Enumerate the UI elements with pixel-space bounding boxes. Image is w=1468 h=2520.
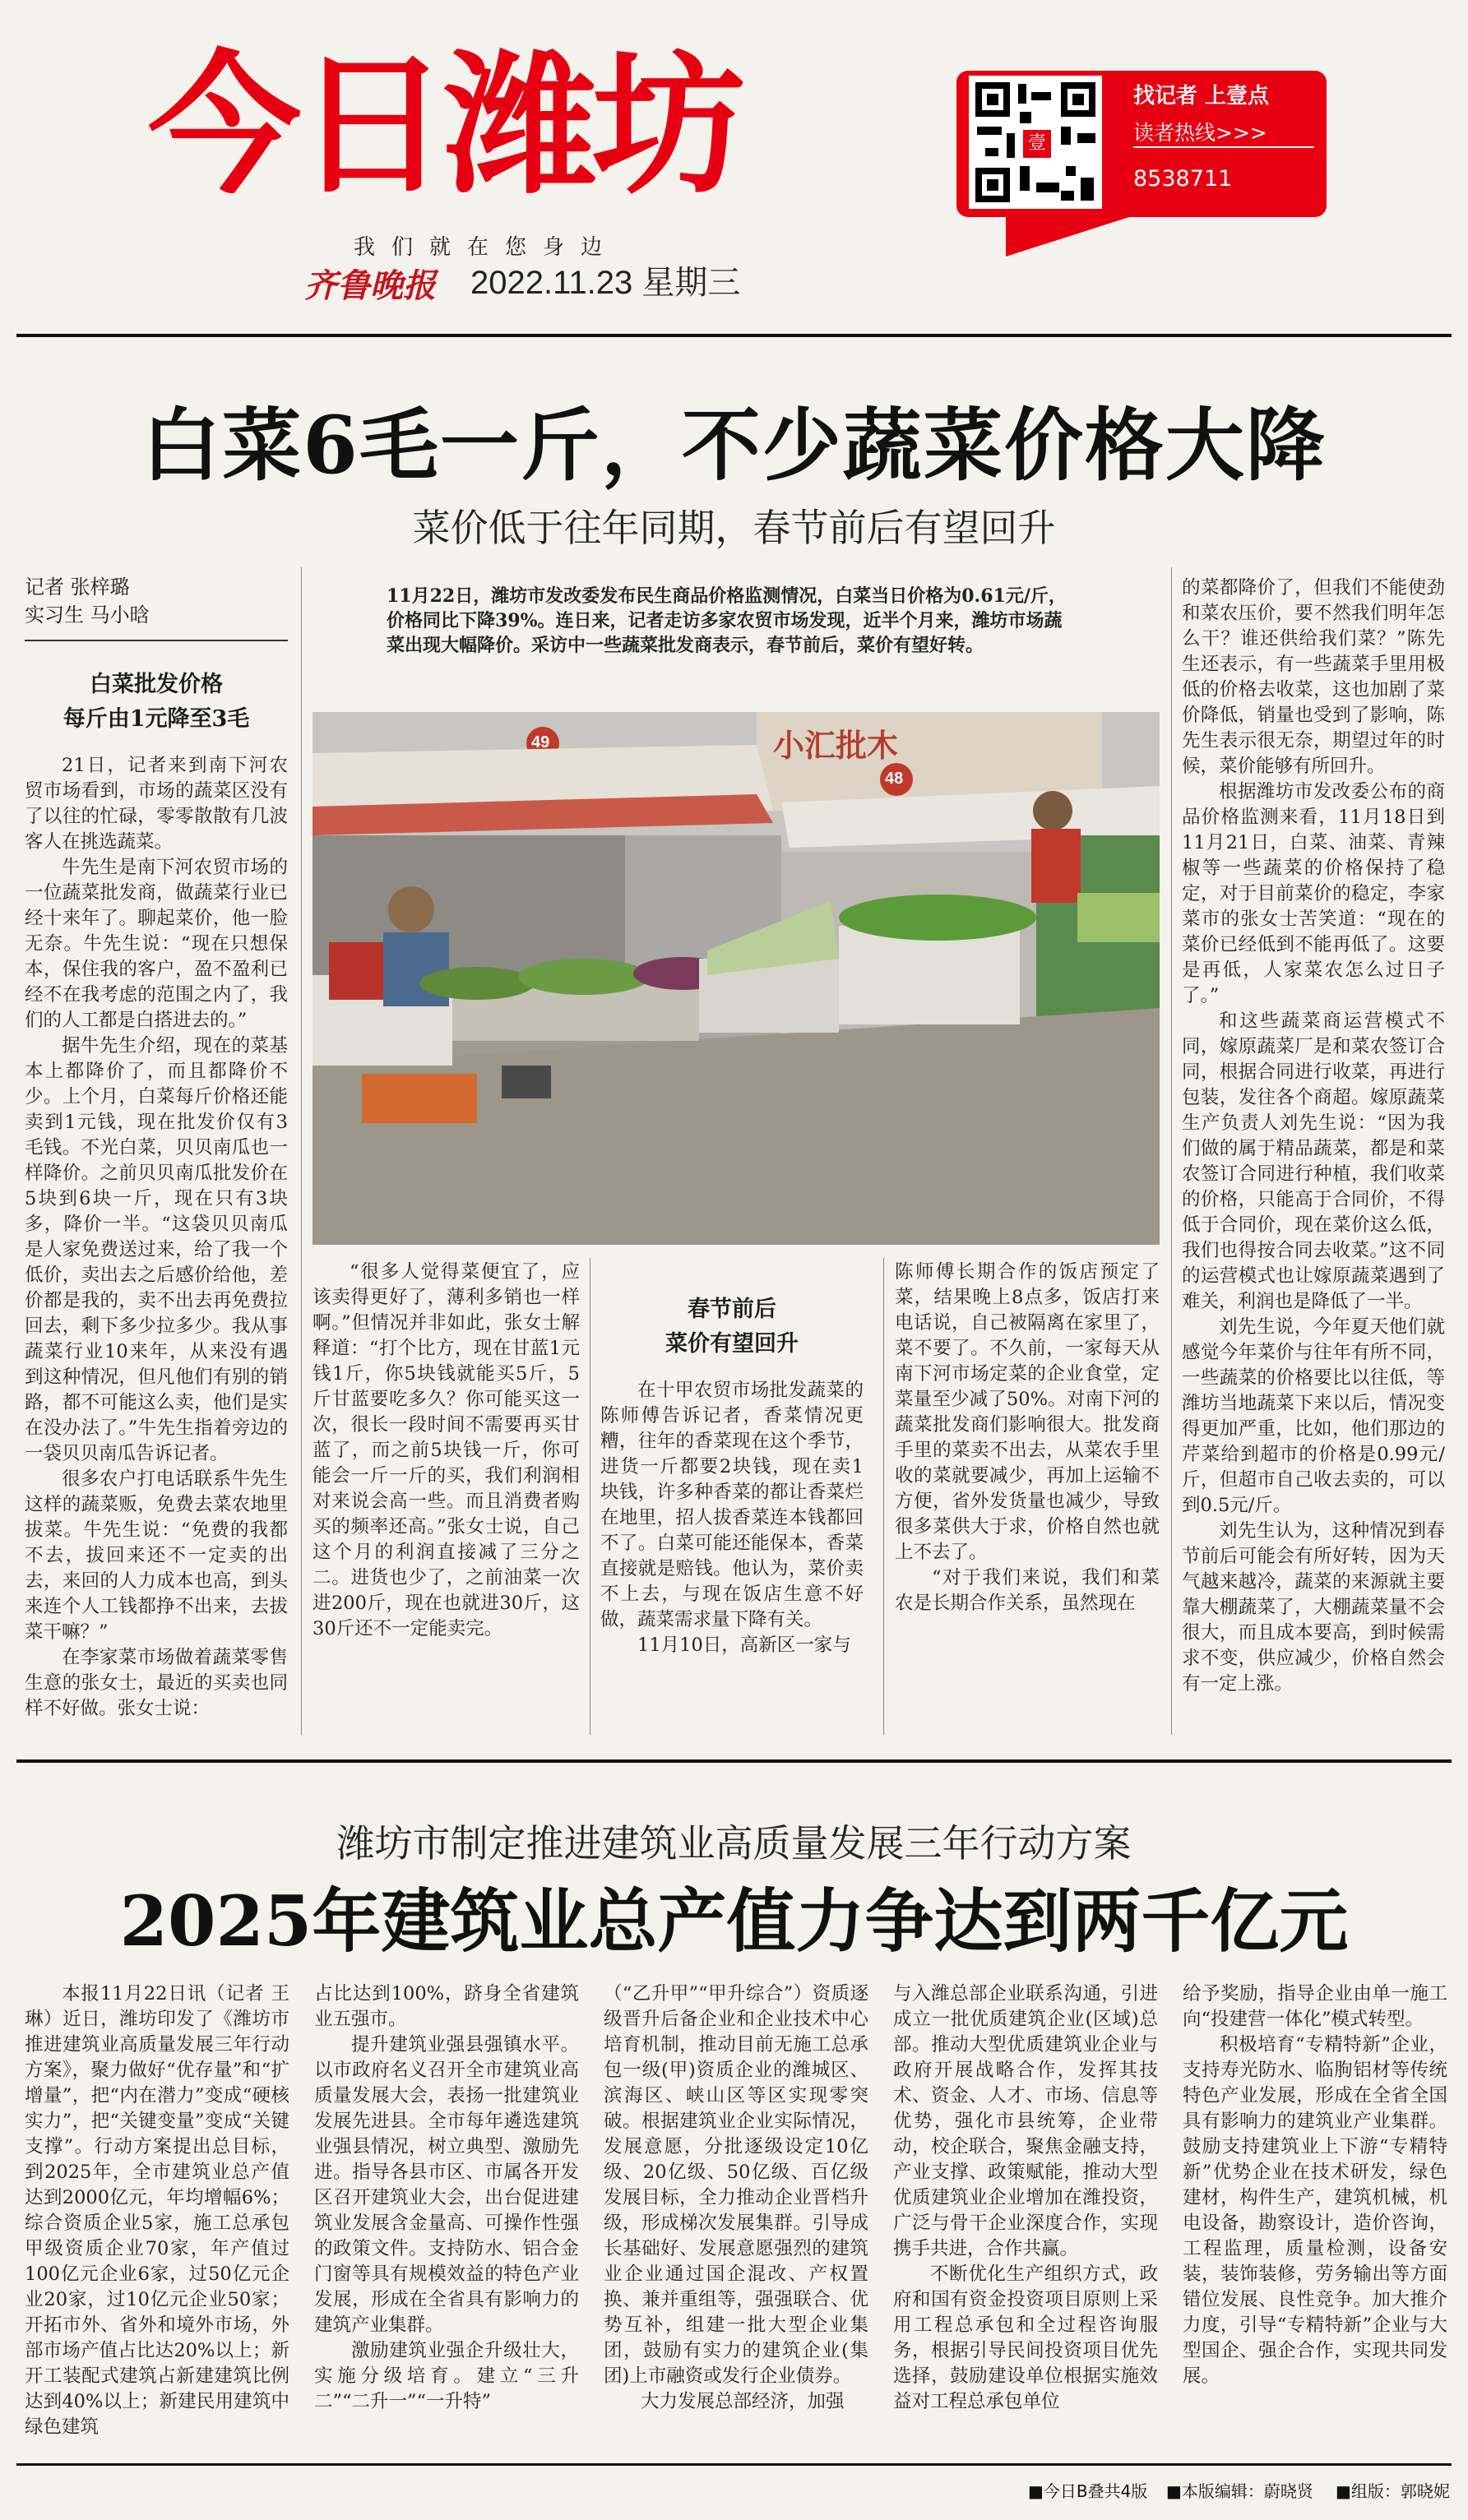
- paragraph: 本报11月22日讯（记者 王琳）近日，潍坊印发了《潍坊市推进建筑业高质量发展三年行动方案》，聚力做好“优存量”和“扩增量”，把“内在潜力”变成“硬核实力”，把“关键变量”变成“关键支撑”。行动方案提出总目标，到2025年，全市建筑业总产值达到2000亿元，年均增幅6%；综合资质企业5家，施工总承包甲级资质企业70家，年产值过100亿元企业6家，过50亿元企业20家，过10亿元企业50家；开拓市外、省外和境外市场，外部市场产值占比达20%以上；新开工装配式建筑占新建建筑比例达到40%以上；新建民用建筑中绿色建筑: [25, 1983, 289, 2438]
- masthead-rule: [16, 334, 1452, 337]
- qr-caption-line2: 读者热线>>>: [1133, 121, 1267, 145]
- qr-divider: [1133, 146, 1314, 148]
- subhead-line1: 春节前后: [688, 1297, 776, 1322]
- photo-stall-number-a: 49: [531, 733, 550, 751]
- story2-column-3: [604, 1981, 868, 2450]
- story1-column-5: [1182, 576, 1445, 1733]
- story2-column-1: [25, 1981, 289, 2450]
- paragraph: 大力发展总部经济，加强: [641, 2391, 845, 2412]
- masthead-paper-name: 齐鲁晚报: [304, 266, 436, 305]
- story1-column-4: [895, 1260, 1160, 1733]
- subhead-line2: 每斤由1元降至3毛: [63, 706, 250, 732]
- paragraph: 和这些蔬菜商运营模式不同，嫁原蔬菜厂是和菜农签订合同，根据合同进行收菜，再进行包装，发往各个商超。嫁原蔬菜生产负责人刘先生说：“因为我们做的属于精品蔬菜，都是和菜农签订合同进行种植，我们收菜的价格，只能高于合同价，不得低于合同价，现在菜价这么低，我们也得按合同去收菜。”这不同的运营模式也让嫁原蔬菜遇到了难关，利润也是降低了一半。: [1182, 1010, 1445, 1312]
- masthead-title: 今日潍坊: [148, 36, 741, 215]
- paragraph: “很多人觉得菜便宜了，应该卖得更好了，薄利多销也一样啊。”但情况并非如此，张女士解释道：“打个比方，现在甘蓝1元钱1斤，你5块钱就能买5斤，5斤甘蓝要吃多久？你可能买这一次，很长一段时间不需要再买甘蓝了，而之前5块钱一斤，你可能会一斤一斤的买，我们利润相对来说会高一些。而且消费者购买的频率还高。”张女士说，自己这个月的利润直接减了三分之二。进货也少了，之前油菜一次进200斤，现在也就进30斤，这30斤还不一定能卖完。: [313, 1261, 580, 1639]
- footer-edition: ■今日B叠共4版: [1028, 2481, 1148, 2501]
- paragraph: 的菜都降价了，但我们不能使劲和菜农压价，要不然我们明年怎么干？谁还供给我们菜？”陈先生还表示，有一些蔬菜手里用极低的价格去收菜，这也加剧了菜价降低，销量也受到了影响，陈先生表示很无奈，期望过年的时候，菜价能够有所回升。: [1182, 577, 1445, 777]
- paragraph: 刘先生认为，这种情况到春节前后可能会有所好转，因为天气越来越冷，蔬菜的来源就主要靠大棚蔬菜了，大棚蔬菜量不会很大，而且成本要高，到时候需求不变，供应减少，价格自然会有一定上涨。: [1182, 1520, 1445, 1695]
- subhead-line2: 菜价有望回升: [665, 1331, 799, 1357]
- paragraph: 与入潍总部企业联系沟通，引进成立一批优质建筑企业(区域)总部。推动大型优质建筑业企业与政府开展战略合作，发挥其技术、资金、人才、市场、信息等优势，强化市县统筹，企业带动，校企联合，聚焦金融支持，产业支撑、政策赋能，推动大型优质建筑业企业增加在潍投资，广泛与骨干企业深度合作，实现携手共进，合作共赢。: [893, 1983, 1158, 2259]
- paragraph: 激励建筑业强企升级壮大，实施分级培育。建立“三升二”“二升一”“一升特”: [314, 2340, 579, 2412]
- photo-stall-sign: 小汇批木: [773, 728, 899, 764]
- column-rule: [1171, 567, 1172, 1735]
- story1-subheadline: 菜价低于往年同期，春节前后有望回升: [412, 506, 1056, 550]
- qr-code[interactable]: [969, 76, 1102, 209]
- reader-hotline-number: 8538711: [1133, 166, 1233, 192]
- qr-logo: 壹: [1021, 128, 1053, 160]
- subhead-line1: 白菜批发价格: [90, 672, 223, 697]
- paragraph: 据牛先生介绍，现在的菜基本上都降价了，而且都降价不少。上个月，白菜每斤价格还能卖到1元钱，现在批发价仅有3毛钱。不光白菜，贝贝南瓜也一样降价。之前贝贝南瓜批发价在5块到6块一斤，现在只有3块多，降价一半。“这袋贝贝南瓜是人家免费送过来，给了我一个低价，卖出去之后感价给他，差价都是我的，卖不出去再免费拉回去，剩下多少拉多少。我从事蔬菜行业10来年，从来没有遇到这种情况，但凡他们有别的销路，都不可能这么卖，他们是实在没办法了。”牛先生指着旁边的一袋贝贝南瓜告诉记者。: [25, 1035, 288, 1464]
- story1-subhead-festival: [600, 1292, 864, 1362]
- story1-headline: 白菜6毛一斤，不少蔬菜价格大降: [141, 399, 1327, 492]
- paragraph: 陈师傅长期合作的饭店预定了菜，结果晚上8点多，饭店打来电话说，自己被隔离在家里了，菜不要了。不久前，一家每天从南下河市场定菜的企业食堂，定菜量至少减了50%。对南下河的蔬菜批发商们影响很大。批发商手里的菜卖不出去，从菜农手里收的菜就要减少，再加上运输不方便，省外发货量也减少，导致很多菜供大于求，价格自然也就上不去了。: [895, 1261, 1160, 1563]
- story2-kicker: 潍坊市制定推进建筑业高质量发展三年行动方案: [336, 1821, 1132, 1866]
- story1-byline-reporter: 记者 张梓璐: [25, 576, 130, 599]
- paragraph: 不断优化生产组织方式，政府和国有资金投资项目原则上采用工程总承包和全过程咨询服务，根据引导民间投资项目优先选择，鼓励建设单位根据实施效益对工程总承包单位: [893, 2263, 1158, 2412]
- paragraph: 根据潍坊市发改委公布的商品价格监测来看，11月18日到11月21日，白菜、油菜、青辣椒等一些蔬菜的价格保持了稳定，对于目前菜价的稳定，李家菜市的张女士苦笑道：“现在的菜价已经低到不能再低了。这要是再低，人家菜农怎么过日子了。”: [1182, 781, 1445, 1006]
- story2-headline: 2025年建筑业总产值力争达到两千亿元: [119, 1880, 1349, 1962]
- column-rule: [883, 1258, 884, 1735]
- market-photo: [313, 712, 1160, 1245]
- paragraph: “对于我们来说，我们和菜农是长期合作关系，虽然现在: [895, 1567, 1160, 1614]
- paragraph: 牛先生是南下河农贸市场的一位蔬菜批发商，做蔬菜行业已经十来年了。聊起菜价，他一脸无奈。牛先生说：“现在只想保本，保住我的客户，盈不盈利已经不在我考虑的范围之内了，我们的人工都是白搭进去的。”: [25, 857, 288, 1031]
- story1-column-2: [313, 1260, 580, 1733]
- qr-caption-line1: 找记者 上壹点: [1133, 84, 1270, 109]
- story2-column-4: [893, 1981, 1158, 2450]
- footer-layout: ■组版：郭晓妮: [1336, 2481, 1450, 2501]
- story1-subhead-wholesale: [25, 668, 288, 737]
- paragraph: 给予奖励，指导企业由单一施工向“投建营一体化”模式转型。: [1183, 1983, 1447, 2030]
- paragraph: 刘先生说，今年夏天他们就感觉今年菜价与往年有所不同，一些蔬菜的价格要比以往低，等潍坊当地蔬菜下来以后，情况变得更加严重，比如，他们那边的芹菜给到超市的价格是0.99元/斤，但超市自己收去卖的，可以到0.5元/斤。: [1182, 1316, 1445, 1516]
- story2-column-2: [314, 1981, 579, 2450]
- paragraph: 在十甲农贸市场批发蔬菜的陈师傅告诉记者，香菜情况更糟，往年的香菜现在这个季节，进货一斤都要2块钱，现在卖1块钱，许多种香菜的都让香菜烂在地里，招人拔香菜连本钱都回不了。白菜可能还能保本，香菜直接就是赔钱。他认为，菜价卖不上去，与现在饭店生意不好做，蔬菜需求量下降有关。: [600, 1380, 864, 1630]
- photo-stall-number-b: 48: [885, 770, 904, 788]
- paragraph: 在李家菜市场做着蔬菜零售生意的张女士，最近的买卖也同样不好做。张女士说：: [25, 1647, 288, 1719]
- paragraph: 很多农户打电话联系牛先生这样的蔬菜贩，免费去菜农地里拔菜。牛先生说：“免费的我都不去，拔回来还不一定卖的出去，来回的人力成本也高，到头来连个人工钱都挣不出来，去拔菜干嘛？”: [25, 1468, 288, 1643]
- paragraph: 11月10日，高新区一家与: [637, 1635, 851, 1656]
- story1-lead: 11月22日，潍坊市发改委发布民生商品价格监测情况，白菜当日价格为0.61元/斤，价格同比下降39%。连日来，记者走访多家农贸市场发现，近半个月来，潍坊市场蔬菜出现大幅降价。采访中一些蔬菜批发商表示，春节前后，菜价有望好转。: [387, 585, 1067, 656]
- footer-rule: [16, 2463, 1452, 2466]
- story1-byline-intern: 实习生 马小晗: [25, 603, 150, 627]
- byline-divider: [25, 640, 288, 641]
- story1-column-3: [600, 1378, 864, 1733]
- column-rule: [301, 567, 302, 1735]
- paragraph: 积极培育“专精特新”企业，支持寿光防水、临朐铝材等传统特色产业发展，形成在全省全国具有影响力的建筑业产业集群。鼓励支持建筑业上下游“专精特新”优势企业在技术研发，绿色建材，构件生产，建筑机械，机电设备，勘察设计，造价咨询，工程监理，质量检测，设备安装，装饰装修，劳务输出等方面错位发展、良性竞争。加大推介力度，引导“专精特新”企业与大型国企、强企合作，实现共同发展。: [1183, 2034, 1447, 2387]
- story2-column-5: [1183, 1981, 1447, 2450]
- paragraph: （“乙升甲”“甲升综合”）资质逐级晋升后备企业和企业技术中心培育机制，推动目前无施工总承包一级(甲)资质企业的潍城区、滨海区、峡山区等区实现零突破。根据建筑业企业实际情况，发展意愿，分批逐级设定10亿级、20亿级、50亿级、百亿级发展目标，全力推动企业晋档升级，形成梯次发展集群。引导成长基础好、发展意愿强烈的建筑业企业通过国企混改、产权置换、兼并重组等，强强联合、优势互补，组建一批大型企业集团，鼓励有实力的建筑企业(集团)上市融资或发行企业债券。: [604, 1983, 868, 2387]
- paragraph: 占比达到100%，跻身全省建筑业五强市。: [314, 1983, 579, 2030]
- paragraph: 提升建筑业强县强镇水平。以市政府名义召开全市建筑业高质量发展大会，表扬一批建筑业发展先进县。全市每年遴选建筑业强县情况，树立典型、激励先进。指导各县市区、市属各开发区召开建筑业大会，出台促进建筑业发展含金量高、可操作性强的政策文件。支持防水、铝合金门窗等具有规模效益的特色产业发展，形成在全省具有影响力的建筑产业集群。: [314, 2034, 579, 2336]
- paragraph: 21日，记者来到南下河农贸市场看到，市场的蔬菜区没有了以往的忙碌，零零散散有几波客人在挑选蔬菜。: [25, 755, 288, 853]
- masthead-tagline: 我们就在您身边: [354, 235, 619, 260]
- issue-date: 2022.11.23 星期三: [470, 265, 741, 301]
- section-divider: [16, 1759, 1452, 1763]
- footer-editor: ■本版编辑：蔚晓贤: [1166, 2481, 1313, 2501]
- story1-column-1: [25, 753, 288, 1740]
